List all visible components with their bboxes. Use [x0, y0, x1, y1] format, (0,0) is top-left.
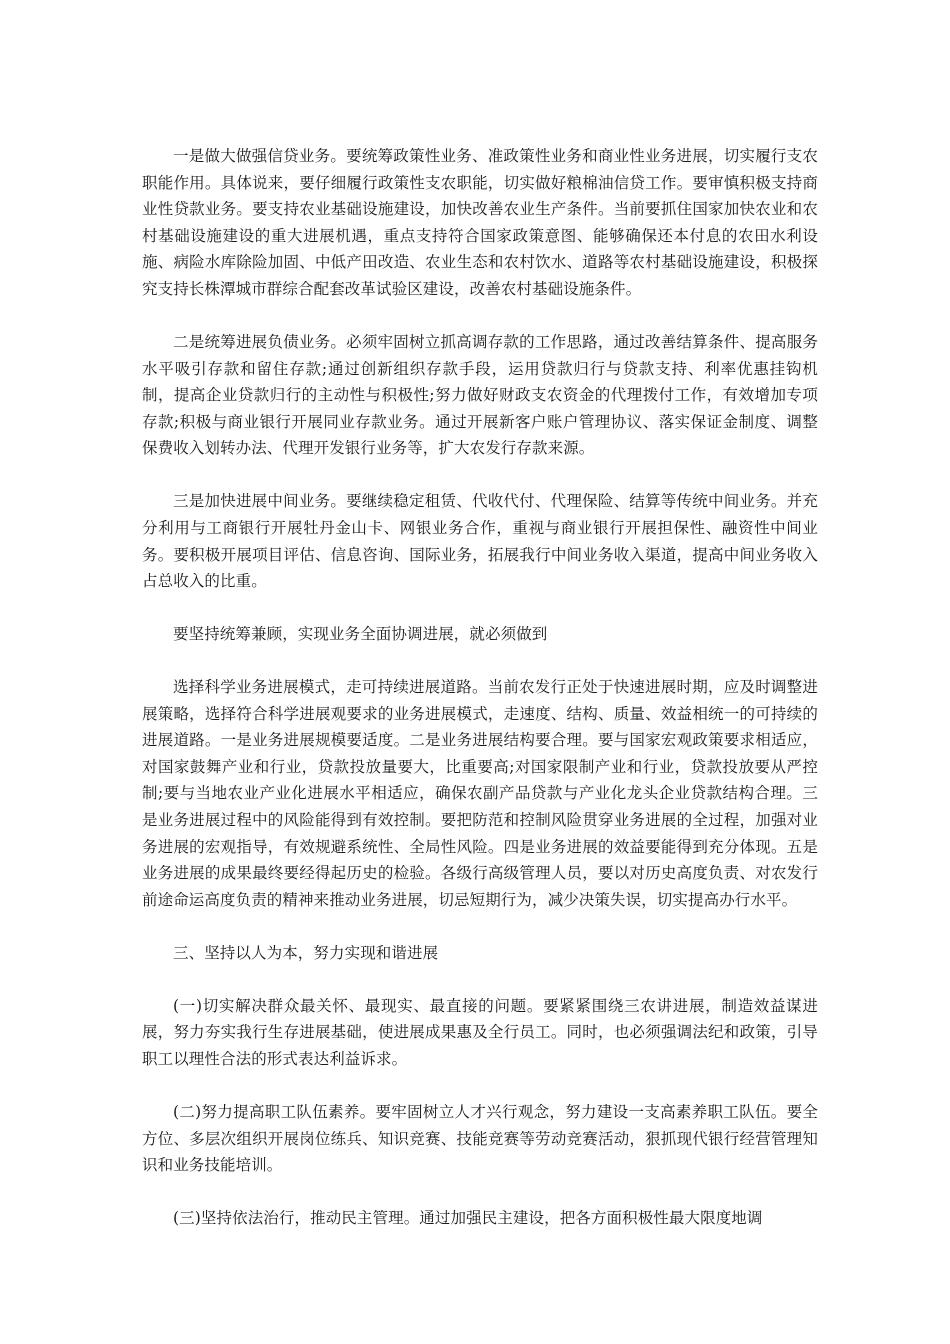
- section-heading-people-oriented: 三、坚持以人为本，努力实现和谐进展: [173, 943, 439, 962]
- paragraph-item-3: (三)坚持依法治行，推动民主管理。通过加强民主建设，把各方面积极性最大限度地调: [173, 1209, 763, 1228]
- paragraph-intermediary-business: 三是加快进展中间业务。要继续稳定租赁、代收代付、代理保险、结算等传统中间业务。并充分利用与工商银行开展牡丹金山卡、网银业务合作，重视与商业银行开展担保性、融资性中间业务。要积极开展项目评估、信息咨询、国际业务，拓展我行中间业务收入渠道，提高中间业务收入占总收入的比重。: [142, 492, 818, 591]
- document-body: [142, 143, 818, 1258]
- paragraph-development-model: 选择科学业务进展模式，走可持续进展道路。当前农发行正处于快速进展时期，应及时调整进展策略，选择符合科学进展观要求的业务进展模式，走速度、结构、质量、效益相统一的可持续的进展道路。一是业务进展规模要适度。二是业务进展结构要合理。要与国家宏观政策要求相适应，对国家鼓舞产业和行业，贷款投放量要大，比重要高;对国家限制产业和行业，贷款投放要从严控制;要与当地农业产业化进展水平相适应，确保农副产品贷款与产业化龙头企业贷款结构合理。三是业务进展过程中的风险能得到有效控制。要把防范和控制风险贯穿业务进展的全过程，加强对业务进展的宏观指导，有效规避系统性、全局性风险。四是业务进展的效益要能得到充分体现。五是业务进展的成果最终要经得起历史的检验。各级行高级管理人员，要以对历史高度负责、对农发行前途命运高度负责的精神来推动业务进展，切忌短期行为，减少决策失误，切实提高办行水平。: [142, 678, 818, 909]
- paragraph-item-2: (二)努力提高职工队伍素养。要牢固树立人才兴行观念，努力建设一支高素养职工队伍。要全方位、多层次组织开展岗位练兵、知识竞赛、技能竞赛等劳动竞赛活动，狠抓现代银行经营管理知识和业务技能培训。: [142, 1102, 818, 1175]
- paragraph-credit-business: 一是做大做强信贷业务。要统筹政策性业务、准政策性业务和商业性业务进展，切实履行支农职能作用。具体说来，要仔细履行政策性支农职能，切实做好粮棉油信贷工作。要审慎积极支持商业性贷款业务。要支持农业基础设施建设，加快改善农业生产条件。当前要抓住国家加快农业和农村基础设施建设的重大进展机遇，重点支持符合国家政策意图、能够确保还本付息的农田水利设施、病险水库除险加固、中低产田改造、农业生态和农村饮水、道路等农村基础设施建设，积极探究支持长株潭城市群综合配套改革试验区建设，改善农村基础设施条件。: [142, 147, 818, 298]
- paragraph-item-1: (一)切实解决群众最关怀、最现实、最直接的问题。要紧紧围绕三农讲进展，制造效益谋进展，努力夯实我行生存进展基础，使进展成果惠及全行员工。同时，也必须强调法纪和政策，引导职工以理性合法的形式表达利益诉求。: [142, 996, 818, 1068]
- paragraph-liability-business: 二是统筹进展负债业务。必须牢固树立抓高调存款的工作思路，通过改善结算条件、提高服务水平吸引存款和留住存款;通过创新组织存款手段，运用贷款归行与贷款支持、利率优惠挂钩机制，提高企业贷款归行的主动性与积极性;努力做好财政支农资金的代理拨付工作，有效增加专项存款;积极与商业银行开展同业存款业务。通过开展新客户账户管理协议、落实保证金制度、调整保费收入划转办法、代理开发银行业务等，扩大农发行存款来源。: [142, 332, 818, 458]
- paragraph-coordination-lead: 要坚持统筹兼顾，实现业务全面协调进展，就必须做到: [173, 625, 548, 644]
